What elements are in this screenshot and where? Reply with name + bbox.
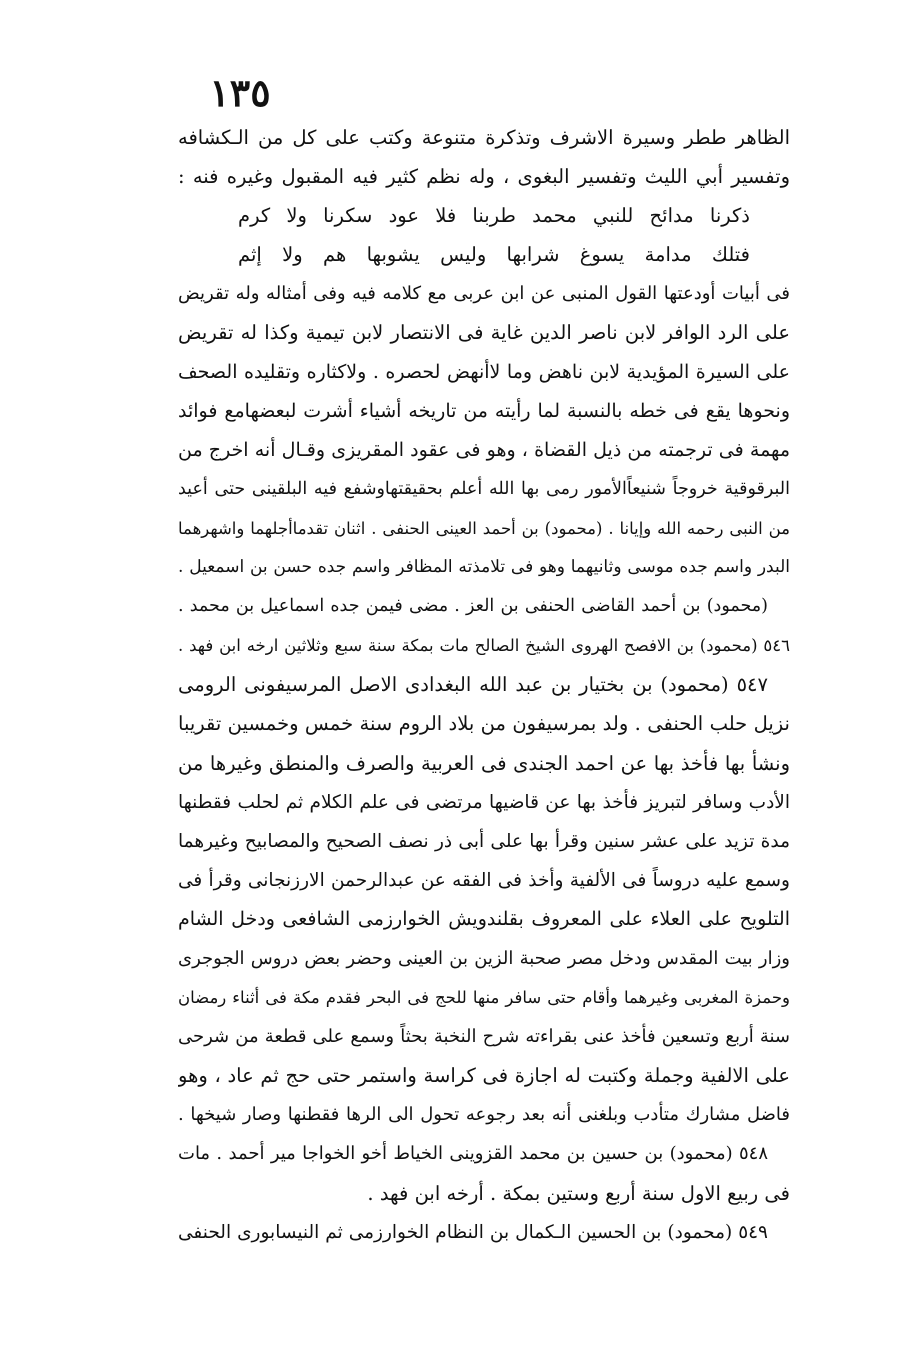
entry-line: ٥٤٨ (محمود) بن حسين بن محمد القزوينى الخياط أخو الخواجا مير أحمد . مات	[178, 1143, 768, 1165]
text-line: فاضل مشارك متأدب وبلغنى أنه بعد رجوعه تحول الى الرها فقطنها وصار شيخها .	[178, 1104, 790, 1126]
text-line: على الرد الوافر لابن ناصر الدين غاية فى الانتصار لابن تيمية وكذا له تقريض	[178, 321, 790, 345]
poem-verse: فتلك مدامة يسوغ شرابها وليس يشوبها هم ولا إثم	[238, 243, 750, 267]
text-line: سنة أربع وتسعين فأخذ عنى بقراءته شرح النخبة بحثاً وسمع على قطعة من شرحى	[178, 1026, 790, 1048]
text-line: وزار بيت المقدس ودخل مصر صحبة الزين بن العينى وحضر بعض دروس الجوجرى	[178, 947, 790, 969]
text-line: فى أبيات أودعتها القول المنبى عن ابن عربى مع كلامه فيه وفى أمثاله وله تقريض	[178, 283, 790, 305]
body-text	[178, 118, 790, 1252]
entry-line: (محمود) بن أحمد القاضى الحنفى بن العز . مضى فيمن جده اسماعيل بن محمد .	[178, 596, 768, 617]
text-line: الظاهر ططر وسيرة الاشرف وتذكرة متنوعة وكتب على كل من الـكشافه	[178, 126, 790, 149]
entry-line: ٥٤٦ (محمود) بن الافصح الهروى الشيخ الصالح مات بمكة سنة سبع وثلاثين ارخه ابن فهد .	[178, 636, 790, 656]
text-line: وحمزة المغربى وغيرهما وأقام حتى سافر منها للحج فى البحر فقدم مكة فى أثناء رمضان	[178, 988, 790, 1008]
entry-line: ٥٤٩ (محمود) بن الحسين الـكمال بن النظام الخوارزمى ثم النيسابورى الحنفى	[178, 1221, 768, 1243]
text-line: وتفسير أبي الليث وتفسير البغوى ، وله نظم كثير فيه المقبول وغيره فنه :	[178, 165, 790, 189]
poem-verse: ذكرنا مدائح للنبي محمد طربنا فلا عود سكرنا ولا كرم	[238, 204, 750, 228]
text-line: البرقوقية خروجاً شنيعاًالأمور رمى بها الله أعلم بحقيقتهاوشفع فيه البلقينى حتى أعيد	[178, 478, 790, 499]
text-line: مدة تزيد على عشر سنين وقرأ بها على أبى ذر نصف الصحيح والمصابيح وغيرهما	[178, 830, 790, 852]
text-line: نزيل حلب الحنفى . ولد بمرسيفون من بلاد الروم سنة خمس وخمسين تقريبا	[178, 712, 790, 736]
text-line: البدر واسم جده موسى وثانيهما وهو فى تلامذته المظافر واسم جده حسن بن اسمعيل .	[178, 557, 790, 578]
text-line: على السيرة المؤيدية لابن ناهض وما لاأنهض لحصره . ولاكثاره وتقليده الصحف	[178, 360, 790, 383]
text-line: الأدب وسافر لتبريز فأخذ بها عن قاضيها مرتضى فى علم الكلام ثم لحلب فقطنها	[178, 791, 790, 813]
page-number: ١٣٥	[209, 70, 271, 115]
entry-line: ٥٤٧ (محمود) بن بختيار بن عبد الله البغدادى الاصل المرسيفونى الرومى	[178, 673, 768, 697]
text-line: ونحوها يقع فى خطه بالنسبة لما رأيته من تاريخه أشياء أشرت لبعضهامع فوائد	[178, 399, 790, 422]
text-line: على الالفية وجملة وكتبت له اجازة فى كراسة واستمر حتى حج ثم عاد ، وهو	[178, 1064, 790, 1088]
text-line: وسمع عليه دروساً فى الألفية وأخذ فى الفقه عن عبدالرحمن الارزنجانى وقرأ فى	[178, 869, 790, 891]
text-line: من النبى رحمه الله وإيانا . (محمود) بن أحمد العينى الحنفى . اثنان تقدماأجلهما واشهرهما	[178, 518, 790, 538]
text-line: مهمة فى ترجمته من ذيل القضاة ، وهو فى عقود المقريزى وقـال أنه اخرج من	[178, 438, 790, 461]
text-line: التلويح على العلاء على المعروف بقلندويش الخوارزمى الشافعى ودخل الشام	[178, 907, 790, 930]
text-line: فى ربيع الاول سنة أربع وستين بمكة . أرخه ابن فهد .	[367, 1181, 790, 1205]
text-line: ونشأ بها فأخذ بها عن احمد الجندى فى العربية والصرف والمنطق وغيرها من	[178, 751, 790, 775]
